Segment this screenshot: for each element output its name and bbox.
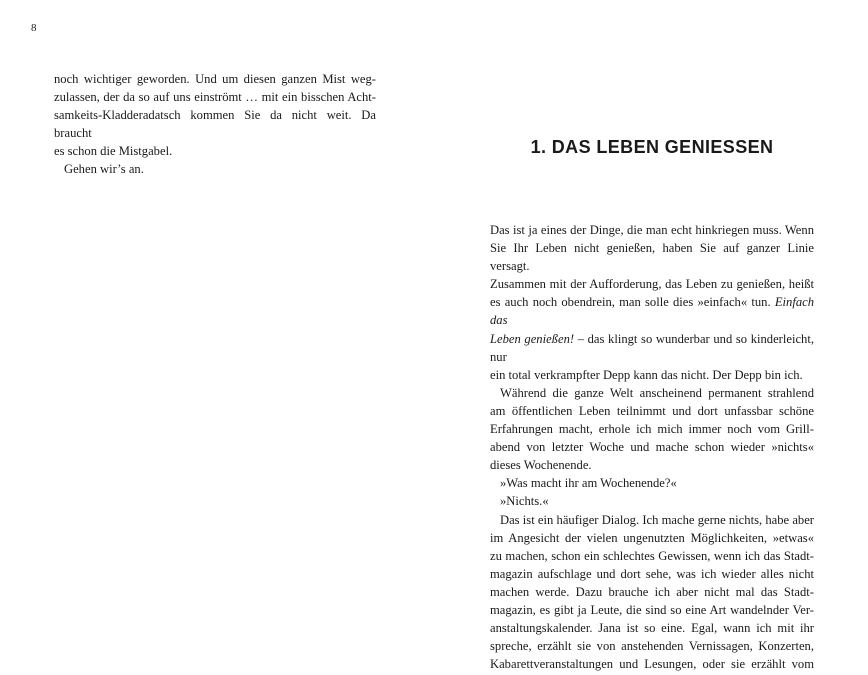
text-line: zu machen, schon ein schlechtes Gewissen, wenn ich das Stadt-: [490, 548, 814, 563]
text-line: magazin, es gibt ja Leute, die sind so eine Art wandelnder Ver-: [490, 602, 814, 617]
text-line: magazin aufschlage und dort sehe, was ich wieder alles nicht: [490, 566, 814, 581]
text-line: [490, 330, 814, 366]
text-line: Kabarettveranstaltungen und Lesungen, oder sie erzählt vom: [490, 657, 814, 672]
text-line: am öffentlichen Leben teilnimmt und dort unfassbar schöne: [490, 403, 814, 418]
italic-phrase: Leben genießen!: [490, 331, 575, 346]
text-line: es schon die Mistgabel.: [54, 144, 173, 159]
text-line: spreche, erzählt sie von anstehenden Vernissagen, Konzerten,: [490, 639, 814, 654]
text-line: zulassen, der da so auf uns einströmt … mit ein bisschen Acht-: [54, 90, 376, 105]
text-line: Zusammen mit der Aufforderung, das Leben zu genießen, heißt: [490, 277, 814, 292]
text-line: [490, 293, 814, 329]
text-line: abend von letzter Woche und mache schon wieder »nichts«: [490, 440, 814, 455]
text-line: Während die ganze Welt anscheinend permanent strahlend: [500, 385, 814, 400]
text-line: Gehen wir’s an.: [64, 162, 144, 177]
left-page-text: [54, 70, 376, 179]
chapter-title: 1. DAS LEBEN GENIESSEN: [530, 137, 774, 157]
text-line: »Was macht ihr am Wochenende?«: [500, 476, 677, 491]
text-line: Sie Ihr Leben nicht genießen, haben Sie auf ganzer Linie versagt.: [490, 241, 814, 274]
text-line: dieses Wochenende.: [490, 458, 592, 473]
text-line: Das ist ein häufiger Dialog. Ich mache gerne nichts, habe aber: [500, 512, 814, 527]
text-line-part: es auch noch obendrein, man solle dies »einfach« tun.: [490, 295, 771, 310]
italic-phrase: Einfach das: [490, 295, 814, 328]
right-page-text: [490, 221, 814, 673]
text-line: machen werde. Dazu brauche ich aber nicht mal das Stadt-: [490, 584, 814, 599]
text-line: samkeits-Kladderadatsch kommen Sie da nicht weit. Da braucht: [54, 108, 376, 141]
text-line: noch wichtiger geworden. Und um diesen ganzen Mist weg-: [54, 72, 376, 86]
text-line: »Nichts.«: [500, 494, 549, 509]
text-line: ein total verkrampfter Depp kann das nicht. Der Depp bin ich.: [490, 367, 803, 382]
text-line: Das ist ja eines der Dinge, die man echt hinkriegen muss. Wenn: [490, 223, 814, 237]
text-line: anstaltungskalender. Jana ist so eine. Egal, wann ich mit ihr: [490, 621, 814, 636]
page-number: 8: [31, 22, 37, 34]
text-line-part: – das klingt so wunderbar und so kinderleicht, nur: [490, 331, 814, 364]
text-line: im Angesicht der vielen ungenutzten Möglichkeiten, »etwas«: [490, 530, 814, 545]
text-line: Erfahrungen macht, erhole ich mich immer noch vom Grill-: [490, 422, 814, 437]
